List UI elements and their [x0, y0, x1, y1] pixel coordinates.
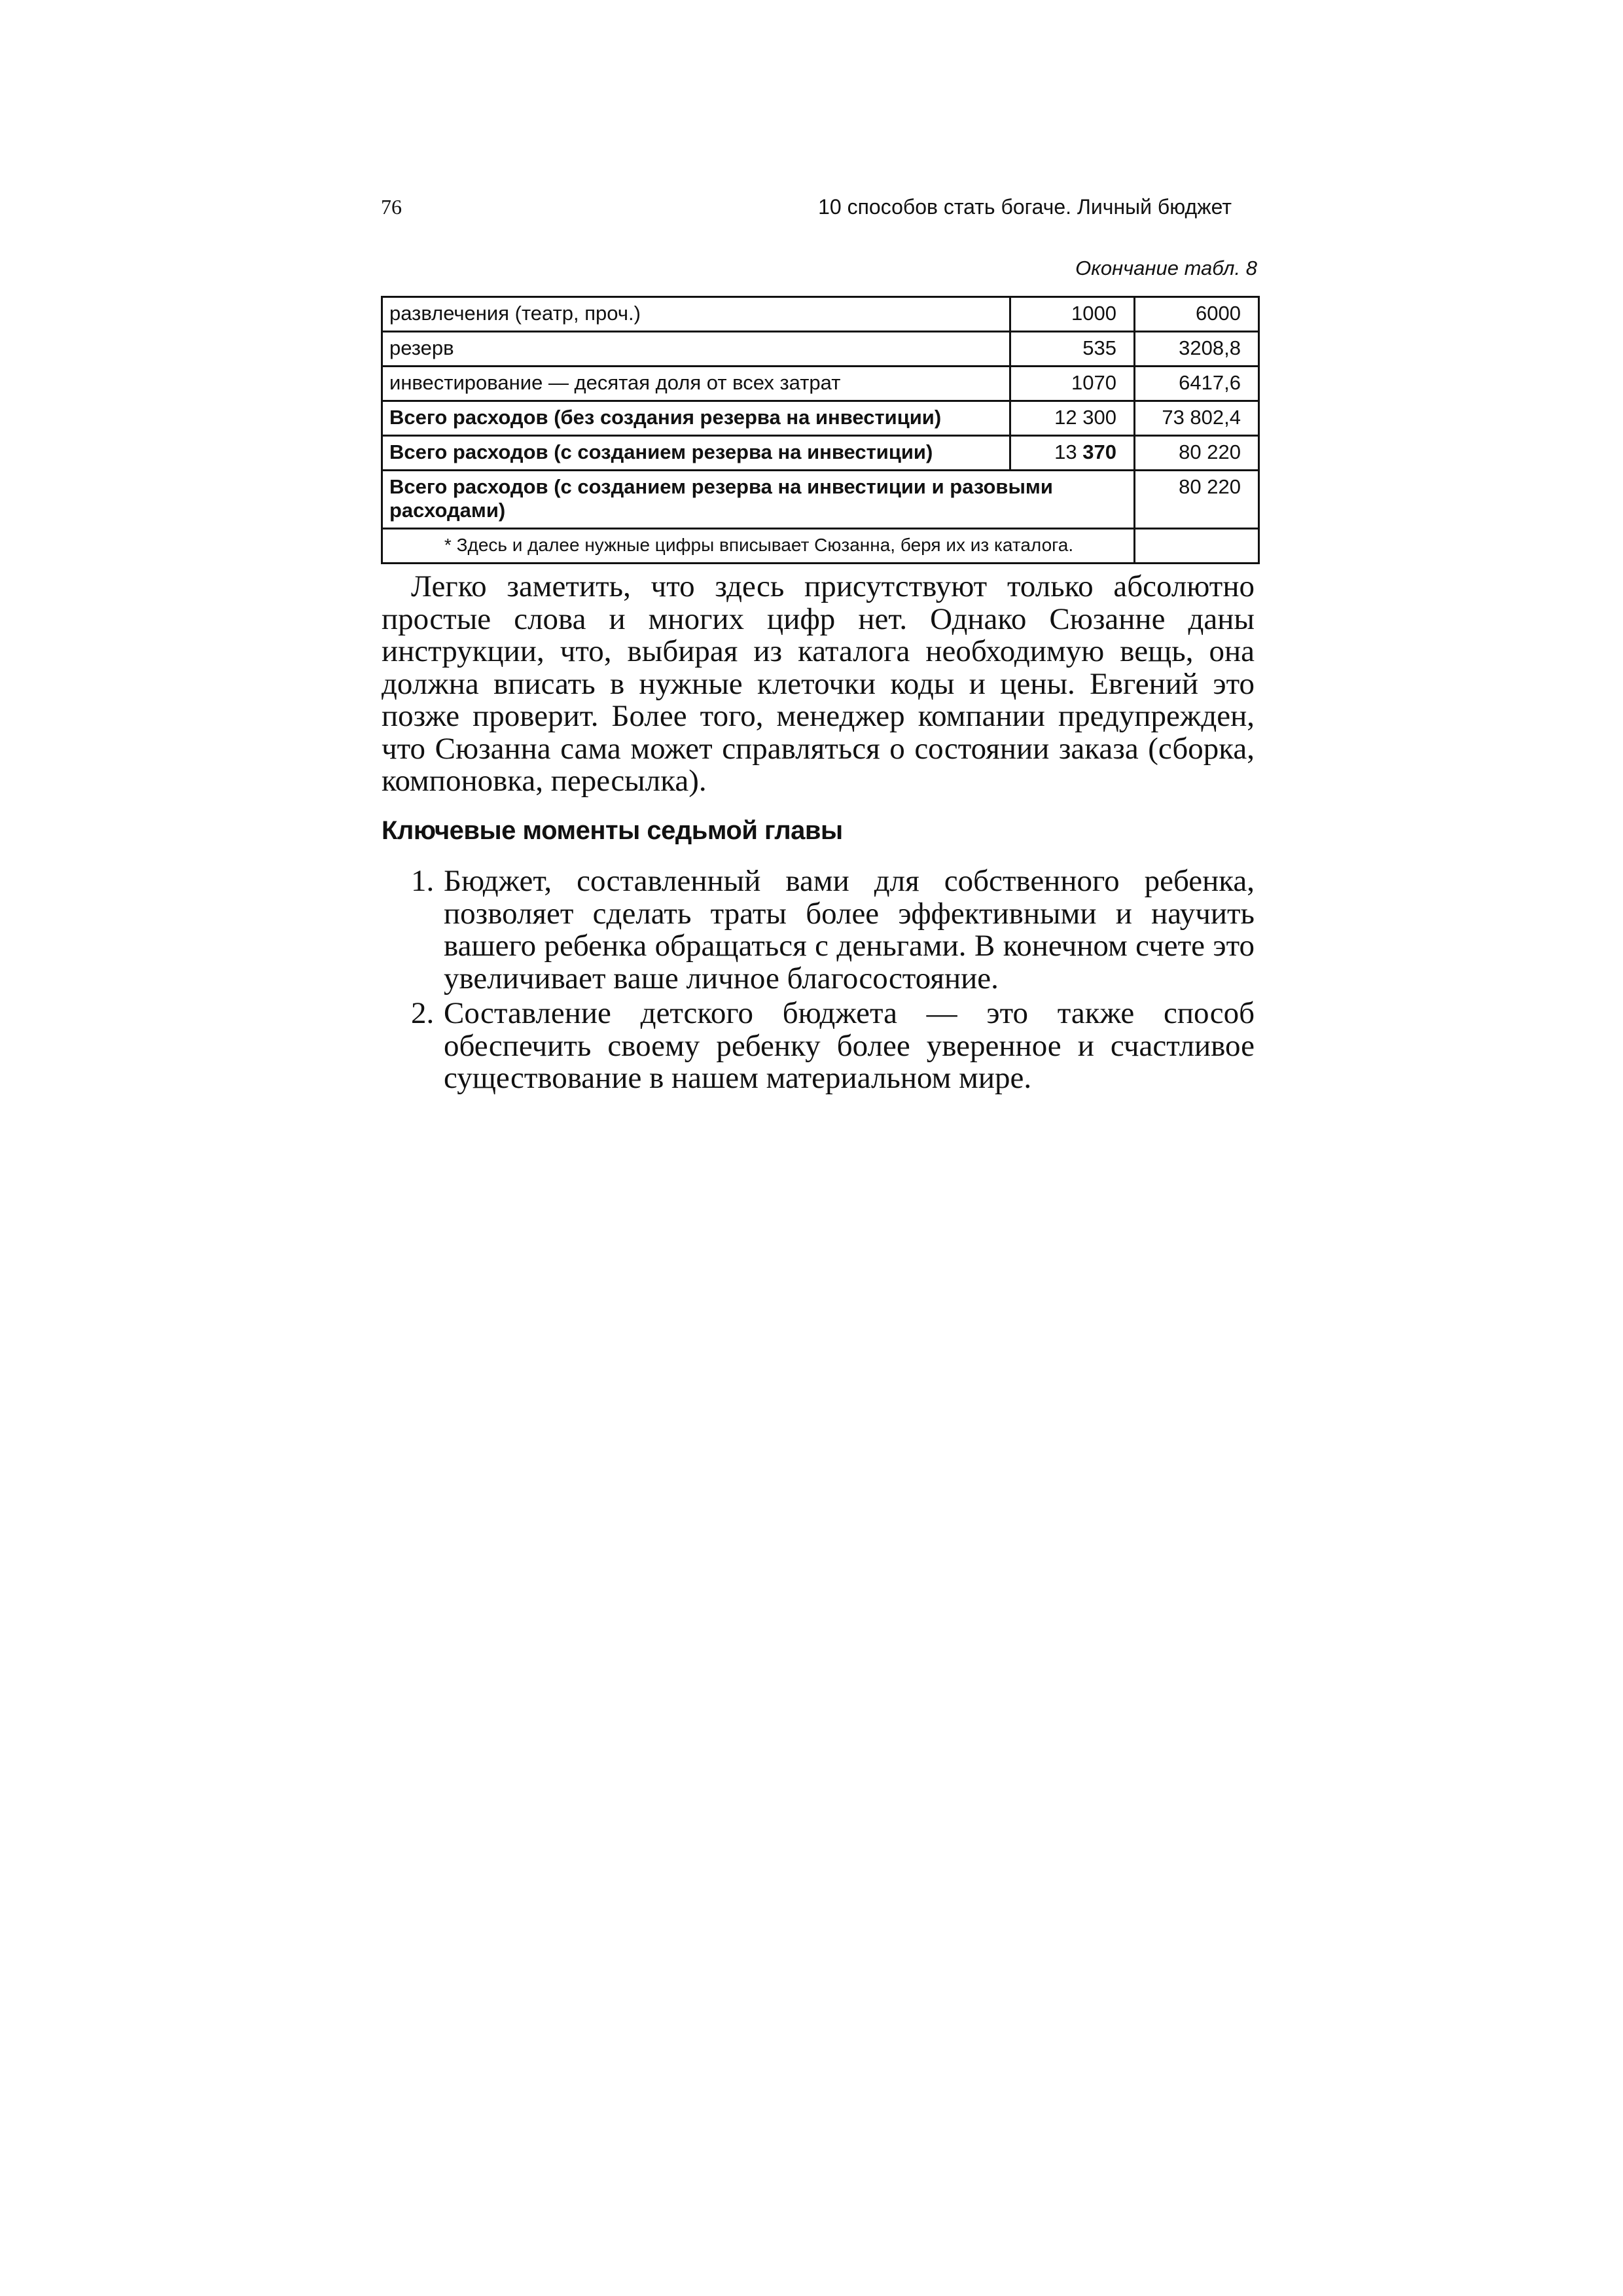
table-row [382, 297, 1259, 332]
row-label: Всего расходов (без создания резерва на инвестиции) [382, 401, 1010, 436]
row-value-2: 73 802,4 [1135, 401, 1259, 436]
budget-table [381, 296, 1260, 564]
body-paragraph: Легко заметить, что здесь присутствуют только абсолютно простые слова и многих цифр нет. Однако Сюзанне даны инструкции, что, выбирая из каталога необходимую вещь, она должна вписать в нужные клеточки коды и цены. Евгений это позже проверит. Более того, менеджер компании предупрежден, что Сюзанна сама может справляться о состоянии заказа (сборка, компоновка, пересылка). [382, 569, 1255, 798]
empty-cell [1135, 529, 1259, 564]
table-row-total [382, 471, 1259, 529]
row-label: Всего расходов (с созданием резерва на инвестиции) [382, 436, 1010, 471]
row-value-1: 535 [1010, 332, 1135, 367]
list-item [382, 865, 1255, 995]
row-value-1: 1000 [1010, 297, 1135, 332]
list-number: 2. [411, 996, 435, 1030]
row-label: развлечения (театр, проч.) [382, 297, 1010, 332]
table-caption: Окончание табл. 8 [1075, 257, 1257, 279]
value-prefix: 13 [1054, 440, 1083, 463]
list-text: Бюджет, составленный вами для собственного ребенка, позволяет сделать траты более эффективными и научить вашего ребенка обращаться с деньгами. В конечном счете это увеличивает ваше личное благосостояние. [444, 864, 1255, 996]
list-number: 1. [411, 864, 435, 898]
key-points-list [382, 865, 1255, 1098]
row-value-2: 3208,8 [1135, 332, 1259, 367]
table-footnote-row [382, 529, 1259, 564]
table-row [382, 367, 1259, 401]
value-bold: 370 [1082, 440, 1116, 463]
list-item [382, 997, 1255, 1095]
row-value-1: 12 300 [1010, 401, 1135, 436]
table-row-total [382, 436, 1259, 471]
row-value-2: 6417,6 [1135, 367, 1259, 401]
list-text: Составление детского бюджета — это также способ обеспечить своему ребенку более уверенное и счастливое существование в нашем материальном мире. [444, 996, 1255, 1095]
page-number: 76 [381, 195, 402, 219]
table-row [382, 332, 1259, 367]
row-label: инвестирование — десятая доля от всех затрат [382, 367, 1010, 401]
table-footnote: * Здесь и далее нужные цифры вписывает Сюзанна, беря их из каталога. [382, 529, 1135, 564]
row-value-2: 80 220 [1135, 436, 1259, 471]
row-value-1: 1070 [1010, 367, 1135, 401]
table-row-total [382, 401, 1259, 436]
row-value-1 [1010, 436, 1135, 471]
running-title: 10 способов стать богаче. Личный бюджет [818, 195, 1232, 219]
row-value-2: 6000 [1135, 297, 1259, 332]
row-label: Всего расходов (с созданием резерва на инвестиции и разовыми расходами) [382, 471, 1135, 529]
section-heading: Ключевые моменты седьмой главы [382, 816, 843, 845]
row-value-2: 80 220 [1135, 471, 1259, 529]
row-label: резерв [382, 332, 1010, 367]
